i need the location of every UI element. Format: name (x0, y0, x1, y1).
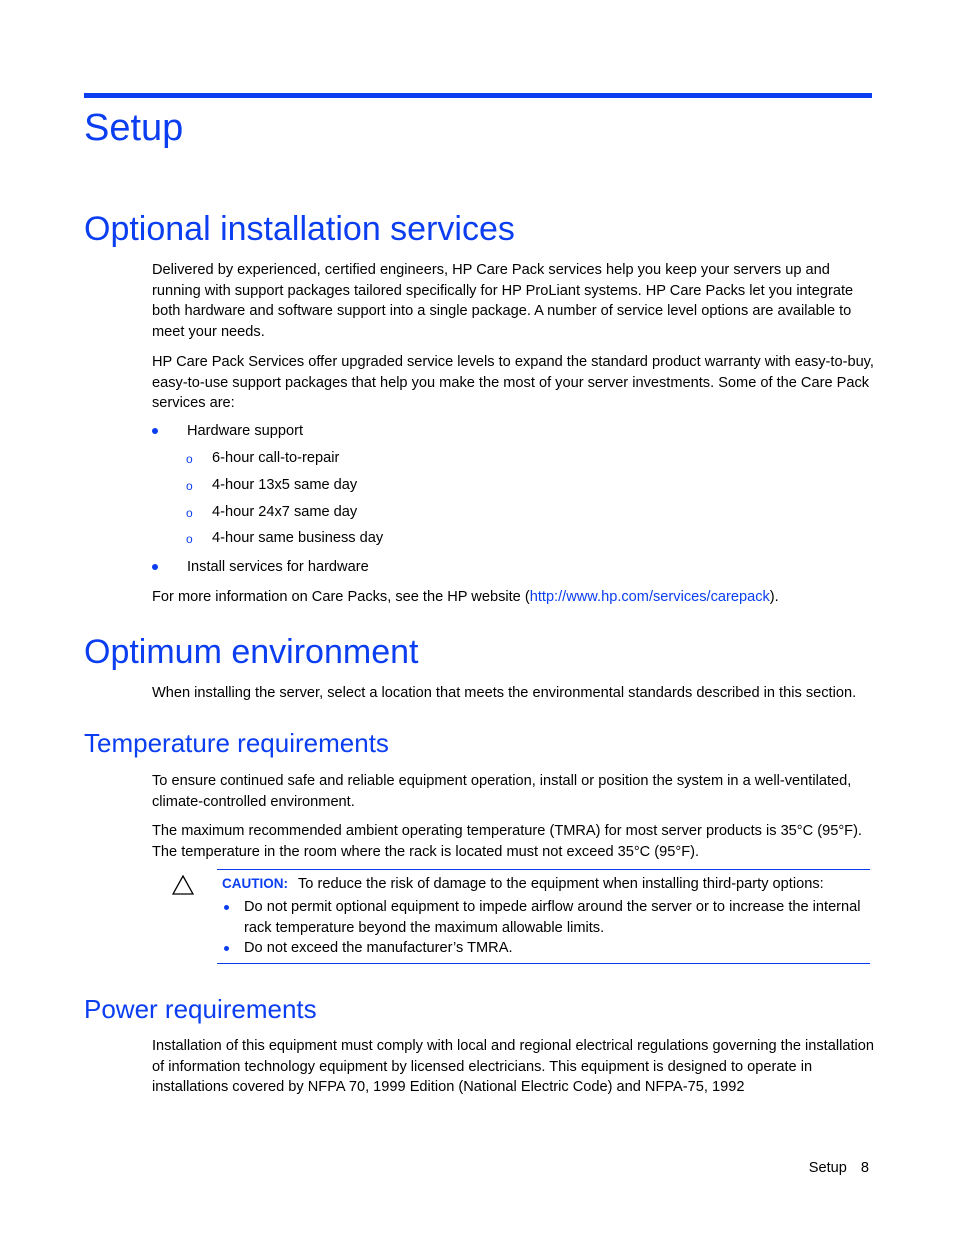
circle-bullet-icon: o (186, 506, 193, 520)
more-info-prefix: For more information on Care Packs, see the HP website ( (152, 589, 530, 605)
bullet-icon (152, 564, 158, 570)
sub-list-item-label: 4-hour same business day (212, 530, 384, 546)
chapter-rule (84, 93, 872, 98)
heading-temperature-requirements: Temperature requirements (84, 728, 389, 758)
heading-power-requirements: Power requirements (84, 994, 317, 1024)
circle-bullet-icon: o (186, 532, 193, 546)
power-paragraph: Installation of this equipment must comply with local and regional electrical regulations governing the installation of information technology equipment by licensed electricians. This equipment is designed to operate in installations covered by NFPA 70, 1999 Edition (National Electric Code) and NFPA-75, 1992 (152, 1038, 874, 1096)
caution-triangle-icon (172, 875, 194, 895)
caution-text: To reduce the risk of damage to the equipment when installing third-party options: (298, 876, 824, 892)
sub-list-item-label: 6-hour call-to-repair (212, 450, 340, 466)
environment-paragraph: When installing the server, select a location that meets the environmental standards described in this section. (152, 685, 857, 701)
list-item-label: Install services for hardware (187, 559, 369, 575)
sub-list-item-label: 4-hour 24x7 same day (212, 504, 358, 520)
carepack-link[interactable]: http://www.hp.com/services/carepack (529, 589, 770, 605)
more-info-suffix: ). (769, 589, 779, 605)
heading-optional-installation: Optional installation services (84, 210, 515, 248)
temperature-paragraph-1: To ensure continued safe and reliable equipment operation, install or position the system in a well-ventilated, climate-controlled environment. (152, 773, 852, 810)
optional-paragraph-2: HP Care Pack Services offer upgraded service levels to expand the standard product warranty with easy-to-buy, easy-to-use support packages that help you make the most of your server investments. Some of the Care Pack services are: (152, 354, 874, 412)
footer-section: Setup (808, 1160, 847, 1176)
temperature-paragraph-2: The maximum recommended ambient operating temperature (TMRA) for most server products is 35°C (95°F). The temperature in the room where the rack is located must not exceed 35°C (95°F). (152, 823, 862, 860)
more-info-paragraph (152, 587, 874, 608)
sub-list-item-label: 4-hour 13x5 same day (212, 477, 358, 493)
page-footer (809, 1158, 869, 1178)
bullet-icon (152, 428, 158, 434)
caution-item-text: Do not permit optional equipment to impede airflow around the server or to increase the internal rack temperature beyond the maximum allowable limits. (244, 899, 861, 936)
chapter-title: Setup (84, 107, 184, 149)
circle-bullet-icon: o (186, 479, 193, 493)
page-number: 8 (860, 1160, 869, 1176)
heading-optimum-environment: Optimum environment (84, 633, 419, 671)
bullet-icon (224, 946, 229, 951)
caution-item-text: Do not exceed the manufacturer’s TMRA. (244, 940, 513, 956)
circle-bullet-icon: o (186, 452, 193, 466)
bullet-icon (224, 905, 229, 910)
list-item-label: Hardware support (187, 423, 303, 439)
caution-label: CAUTION: (222, 876, 288, 891)
optional-paragraph-1: Delivered by experienced, certified engineers, HP Care Pack services help you keep your servers up and running with support packages tailored specifically for HP ProLiant systems. HP Care Packs let you integrate both hardware and software support into a single package. A number of service level options are available to meet your needs. (152, 262, 854, 340)
caution-line (222, 874, 824, 894)
